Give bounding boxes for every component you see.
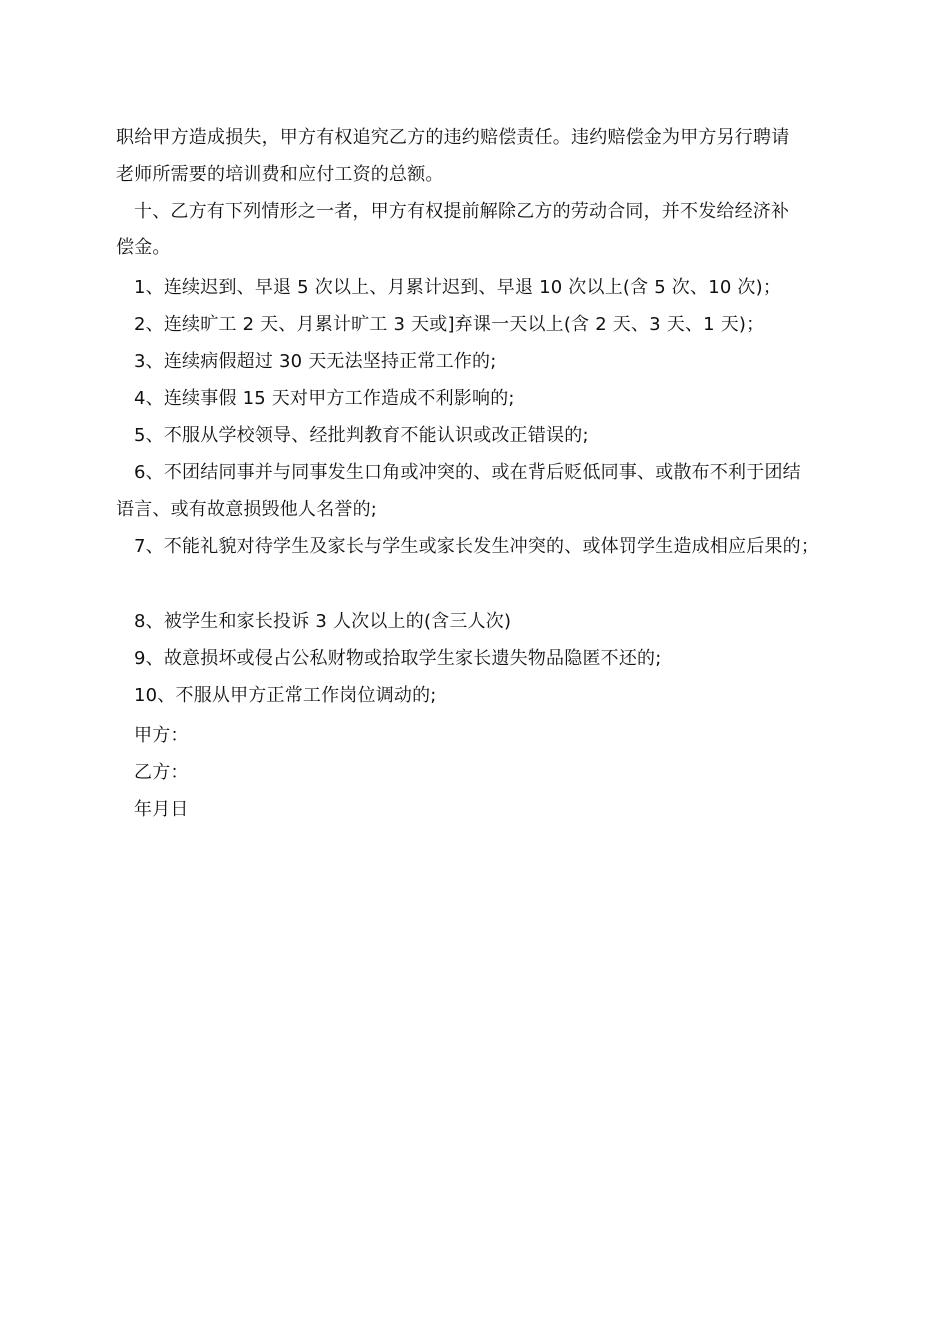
clause-10-item-1: 1、连续迟到、早退 5 次以上、月累计迟到、早退 10 次以上(含 5 次、10 次)； — [134, 277, 782, 298]
clause-10-item-4: 4、连续事假 15 天对甲方工作造成不利影响的; — [134, 388, 515, 409]
clause-10-item-5: 5、不服从学校领导、经批判教育不能认识或改正错误的; — [134, 425, 589, 446]
clause-10-item-9: 9、故意损坏或侵占公私财物或拾取学生家长遗失物品隐匿不还的; — [134, 648, 662, 669]
clause-10-item-6-line-2: 语言、或有故意损毁他人名誉的; — [116, 499, 378, 520]
clause-10-heading-line-2: 偿金。 — [116, 237, 171, 258]
clause-10-item-2: 2、连续旷工 2 天、月累计旷工 3 天或]弃课一天以上(含 2 天、3 天、1 天)； — [134, 314, 765, 335]
clause-9-continuation-line-1: 职给甲方造成损失，甲方有权追究乙方的违约赔偿责任。违约赔偿金为甲方另行聘请 — [116, 127, 790, 148]
party-b-signature-label: 乙方： — [134, 762, 189, 783]
party-a-signature-label: 甲方： — [134, 725, 189, 746]
clause-10-item-7: 7、不能礼貌对待学生及家长与学生或家长发生冲突的、或体罚学生造成相应后果的； — [134, 536, 820, 557]
clause-10-item-10: 10、不服从甲方正常工作岗位调动的; — [134, 685, 437, 706]
clause-10-heading-line-1: 十、乙方有下列情形之一者，甲方有权提前解除乙方的劳动合同，并不发给经济补 — [134, 201, 790, 222]
clause-10-item-3: 3、连续病假超过 30 天无法坚持正常工作的; — [134, 351, 497, 372]
clause-10-item-6-line-1: 6、不团结同事并与同事发生口角或冲突的、或在背后贬低同事、或散布不利于团结 — [134, 462, 801, 483]
clause-10-item-8: 8、被学生和家长投诉 3 人次以上的(含三人次) — [134, 611, 512, 632]
date-label: 年月日 — [134, 799, 189, 820]
clause-9-continuation-line-2: 老师所需要的培训费和应付工资的总额。 — [116, 164, 444, 185]
